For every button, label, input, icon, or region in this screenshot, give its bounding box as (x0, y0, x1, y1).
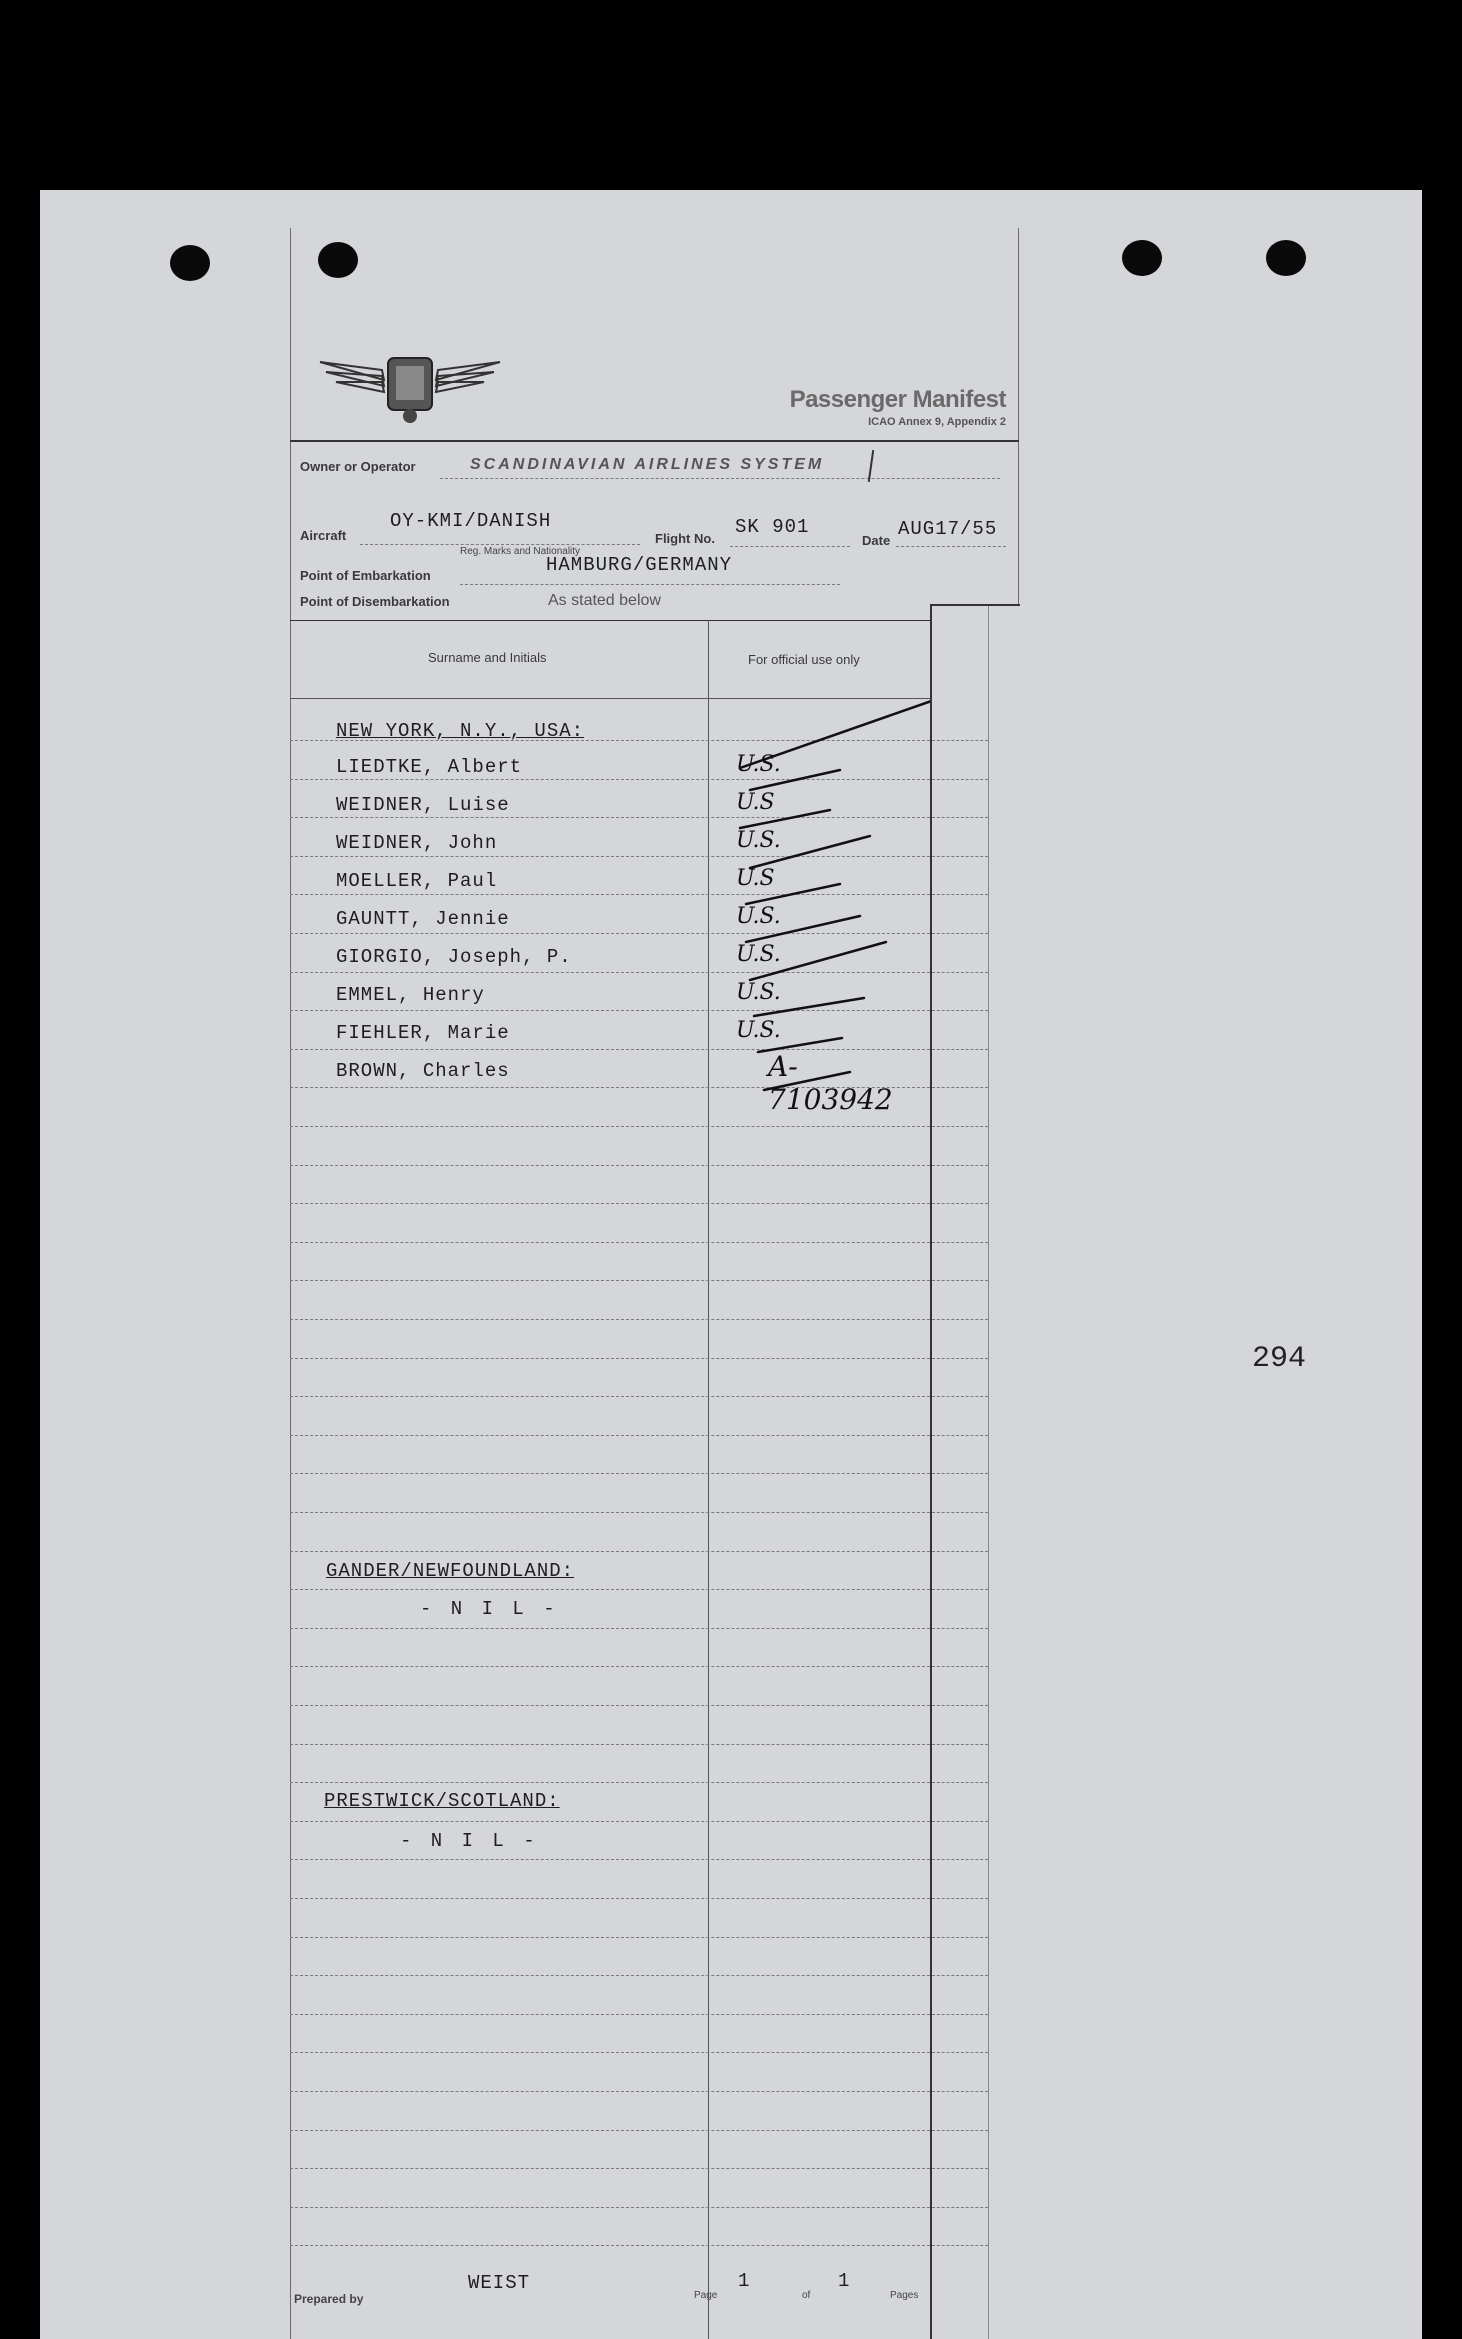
stub-rule-line (932, 1396, 988, 1397)
table-rule-line (290, 1666, 930, 1667)
stub-rule-line (932, 856, 988, 857)
official-note: U.S. (736, 980, 781, 1005)
reg-marks-label: Reg. Marks and Nationality (460, 546, 581, 557)
stub-rule-line (932, 894, 988, 895)
section-heading-newyork: NEW YORK, N.Y., USA: (336, 720, 585, 742)
stub-rule-line (932, 2245, 988, 2246)
winged-crest-logo (312, 348, 508, 428)
official-note: U.S. (736, 1018, 781, 1043)
passenger-name: MOELLER, Paul (336, 870, 498, 892)
table-rule-line (290, 1937, 930, 1938)
table-rule-line (290, 1589, 930, 1590)
passenger-name: EMMEL, Henry (336, 984, 485, 1006)
stub-rule-line (932, 1666, 988, 1667)
stub-rule-line (932, 1358, 988, 1359)
stub-rule-line (932, 1782, 988, 1783)
owner-value: SCANDINAVIAN AIRLINES SYSTEM (470, 456, 825, 473)
stub-rule-line (932, 1473, 988, 1474)
stamp-number: 294 (1252, 1342, 1307, 1376)
stub-rule-line (932, 2130, 988, 2131)
table-rule-line (290, 2130, 930, 2131)
official-note: A-7103942 (768, 1050, 893, 1116)
section-note-gander: - N I L - (420, 1598, 559, 1620)
stub-rule-line (932, 2052, 988, 2053)
manifest-form (290, 228, 1020, 2339)
table-rule-line (290, 1975, 930, 1976)
table-rule-line (290, 1705, 930, 1706)
table-rule-line (290, 1126, 930, 1127)
flight-label: Flight No. (655, 531, 715, 546)
section-heading-prestwick: PRESTWICK/SCOTLAND: (324, 1790, 560, 1812)
table-rule-line (290, 1551, 930, 1552)
passenger-name: GIORGIO, Joseph, P. (336, 946, 572, 968)
stub-rule-line (932, 1512, 988, 1513)
table-rule-line (290, 1628, 930, 1629)
stub-rule-line (932, 1628, 988, 1629)
table-rule-line (290, 1319, 930, 1320)
table-rule-line (290, 1396, 930, 1397)
official-note: U.S. (736, 942, 781, 967)
official-note: U.S. (736, 752, 781, 777)
table-rule-line (290, 1898, 930, 1899)
aircraft-label: Aircraft (300, 528, 347, 543)
manifest-title: Passenger Manifest (789, 386, 1006, 413)
punch-hole (1266, 240, 1306, 276)
stub-rule-line (932, 1937, 988, 1938)
table-rule-line (290, 1203, 930, 1204)
stub-rule-line (932, 1551, 988, 1552)
stub-rule-line (932, 1049, 988, 1050)
table-rule-line (290, 1435, 930, 1436)
table-rule-line (290, 1473, 930, 1474)
stub-rule-line (932, 1087, 988, 1088)
passenger-name: BROWN, Charles (336, 1060, 510, 1082)
passenger-name: WEIDNER, John (336, 832, 498, 854)
manifest-subtitle: ICAO Annex 9, Appendix 2 (868, 416, 1006, 428)
stub-rule-line (932, 1744, 988, 1745)
official-note: U.S. (736, 828, 781, 853)
passenger-name: FIEHLER, Marie (336, 1022, 510, 1044)
stub-rule-line (932, 1010, 988, 1011)
section-note-prestwick: - N I L - (400, 1830, 539, 1852)
of-value: 1 (838, 2270, 851, 2292)
date-value: AUG17/55 (898, 518, 998, 540)
of-label: of (802, 2290, 811, 2301)
table-rule-line (290, 2091, 930, 2092)
punch-hole (170, 245, 210, 281)
table-rule-line (290, 2014, 930, 2015)
table-rule-line (290, 1821, 930, 1822)
stub-rule-line (932, 1975, 988, 1976)
stub-rule-line (932, 817, 988, 818)
stub-rule-line (932, 1280, 988, 1281)
stub-rule-line (932, 1242, 988, 1243)
embarkation-value: HAMBURG/GERMANY (546, 554, 733, 576)
table-rule-line (290, 2168, 930, 2169)
stub-rule-line (932, 2091, 988, 2092)
table-rule-line (290, 1165, 930, 1166)
stub-rule-line (932, 1705, 988, 1706)
table-rule-line (290, 1744, 930, 1745)
table-rule-line (290, 1782, 930, 1783)
page-label: Page (694, 2290, 718, 2301)
pages-label: Pages (890, 2290, 919, 2301)
table-rule-line (290, 2245, 930, 2246)
official-column-header: For official use only (748, 652, 860, 667)
stub-rule-line (932, 933, 988, 934)
table-rule-line (290, 1358, 930, 1359)
flight-value: SK 901 (735, 516, 810, 538)
stub-rule-line (932, 1126, 988, 1127)
stub-rule-line (932, 1165, 988, 1166)
disembarkation-value: As stated below (548, 592, 661, 609)
stub-rule-line (932, 2168, 988, 2169)
stub-rule-line (932, 2207, 988, 2208)
prepared-by-label: Prepared by (294, 2292, 364, 2306)
table-rule-line (290, 1280, 930, 1281)
stub-rule-line (932, 1821, 988, 1822)
table-rule-line (290, 1859, 930, 1860)
embarkation-label: Point of Embarkation (300, 568, 431, 583)
prepared-by-value: WEIST (468, 2272, 531, 2294)
official-note: U.S (736, 790, 775, 815)
stub-rule-line (932, 779, 988, 780)
passenger-name: WEIDNER, Luise (336, 794, 510, 816)
table-rule-line (290, 2207, 930, 2208)
stub-rule-line (932, 1589, 988, 1590)
passenger-name: GAUNTT, Jennie (336, 908, 510, 930)
stub-rule-line (932, 2014, 988, 2015)
date-label: Date (862, 533, 891, 548)
table-rule-line (290, 1242, 930, 1243)
stub-rule-line (932, 1435, 988, 1436)
official-note: U.S. (736, 904, 781, 929)
stub-rule-line (932, 1898, 988, 1899)
table-rule-line (290, 1512, 930, 1513)
passenger-name: LIEDTKE, Albert (336, 756, 523, 778)
stub-rule-line (932, 972, 988, 973)
owner-label: Owner or Operator (300, 459, 416, 474)
table-rule-line (290, 2052, 930, 2053)
page-value: 1 (738, 2270, 751, 2292)
stub-rule-line (932, 1319, 988, 1320)
stub-rule-line (932, 1203, 988, 1204)
stub-rule-line (932, 1859, 988, 1860)
stub-rule-line (932, 740, 988, 741)
official-note: U.S (736, 866, 775, 891)
handwritten-strikes (670, 698, 930, 1098)
punch-hole (1122, 240, 1162, 276)
aircraft-value: OY-KMI/DANISH (390, 510, 552, 532)
name-column-header: Surname and Initials (428, 650, 547, 665)
section-heading-gander: GANDER/NEWFOUNDLAND: (326, 1560, 575, 1582)
disembarkation-label: Point of Disembarkation (300, 594, 450, 609)
